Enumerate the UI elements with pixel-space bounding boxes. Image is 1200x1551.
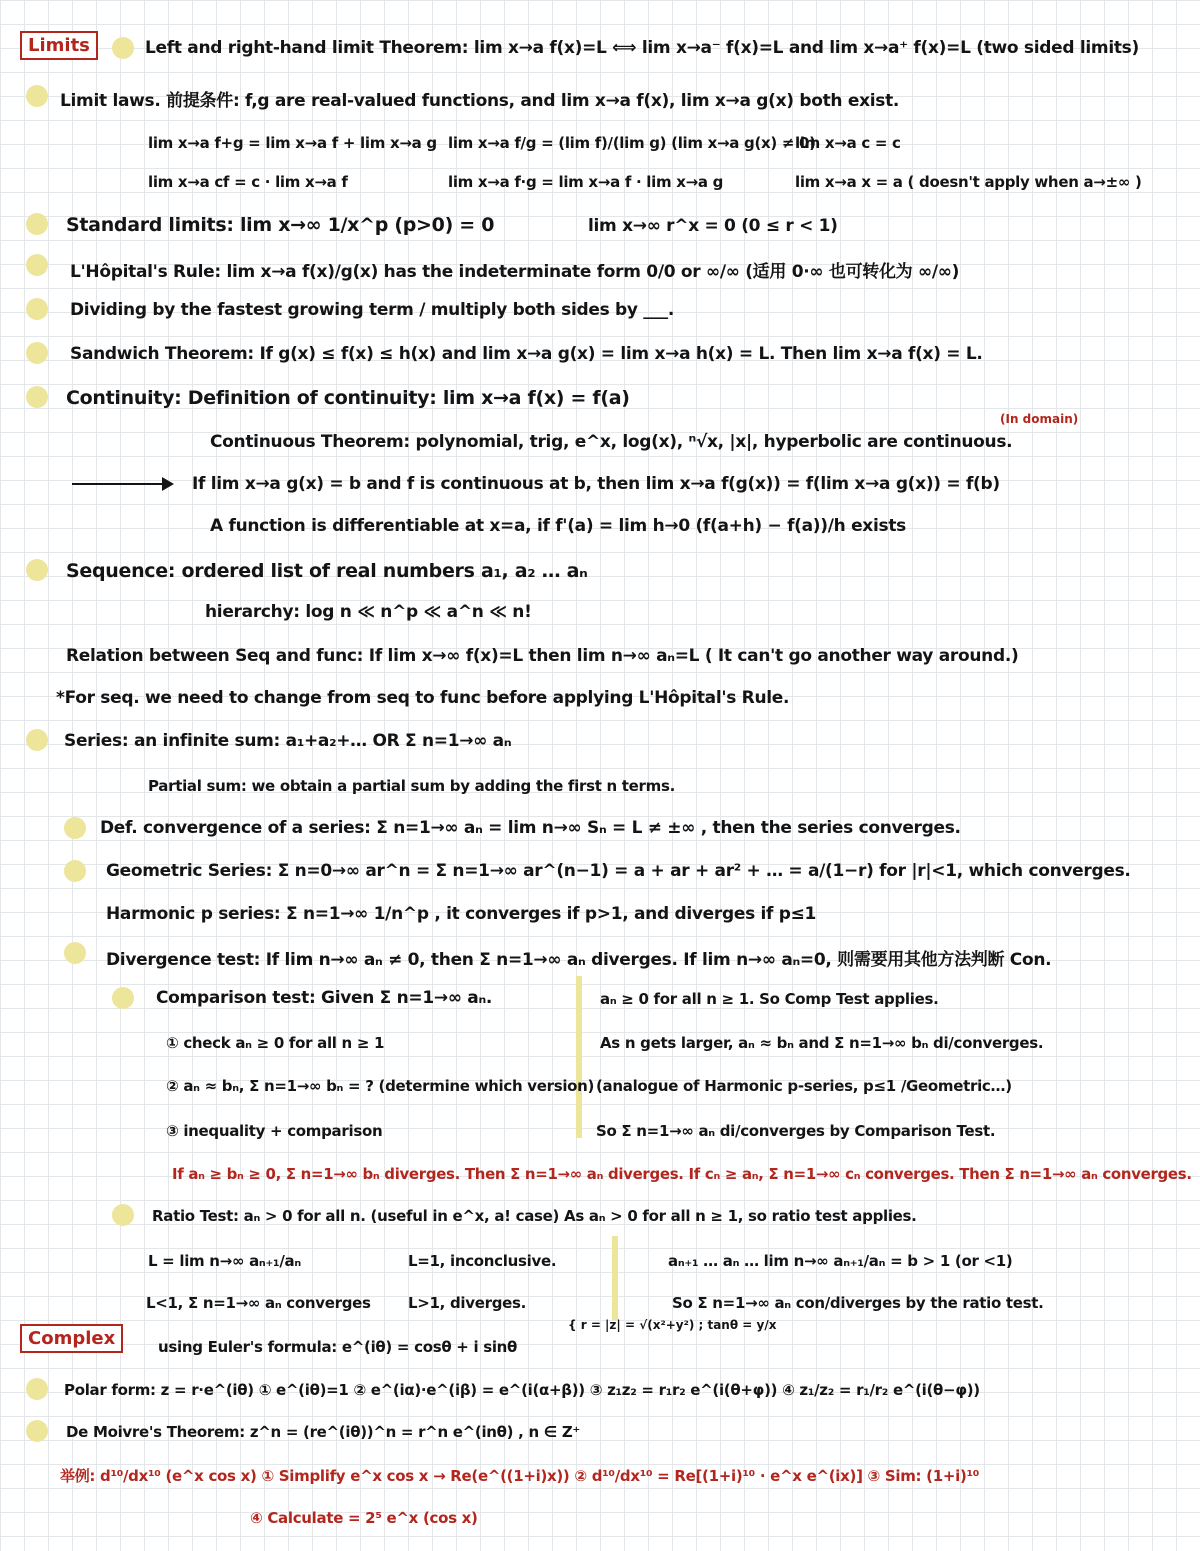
note-def-convergence: Def. convergence of a series: Σ n=1→∞ aₙ = lim n→∞ Sₙ = L ≠ ±∞ , then the series converges. bbox=[100, 818, 961, 838]
note-partial-sum: Partial sum: we obtain a partial sum by adding the first n terms. bbox=[148, 777, 675, 795]
note-continuous-theorem: Continuous Theorem: polynomial, trig, e^x, log(x), ⁿ√x, |x|, hyperbolic are continuous. bbox=[210, 432, 1013, 452]
bullet-dot bbox=[26, 213, 48, 235]
complex-heading: Complex bbox=[20, 1324, 123, 1353]
note-composition-continuity: If lim x→a g(x) = b and f is continuous at b, then lim x→a f(g(x)) = f(lim x→a g(x)) = f(b) bbox=[192, 474, 1000, 494]
bullet-dot bbox=[26, 85, 48, 107]
arrow-icon bbox=[72, 483, 172, 485]
note-comparison-step-2: ② aₙ ≈ bₙ, Σ n=1→∞ bₙ = ? (determine which version) bbox=[166, 1077, 595, 1095]
bullet-dot bbox=[26, 559, 48, 581]
bullet-dot bbox=[112, 37, 134, 59]
bullet-dot bbox=[26, 342, 48, 364]
note-divergence-test: Divergence test: If lim n→∞ aₙ ≠ 0, then Σ n=1→∞ aₙ diverges. If lim n→∞ aₙ=0, 则需要用其他方法判断 Con. bbox=[106, 950, 1052, 970]
note-ratio-test: Ratio Test: aₙ > 0 for all n. (useful in e^x, a! case) As aₙ > 0 for all n ≥ 1, so ratio test applies. bbox=[152, 1207, 917, 1225]
note-example-calculate: ④ Calculate = 2⁵ e^x (cos x) bbox=[250, 1509, 478, 1527]
note-limit-law-constant: lim x→a c = c bbox=[795, 134, 901, 152]
note-comparison-step-1: ① check aₙ ≥ 0 for all n ≥ 1 bbox=[166, 1034, 385, 1052]
bullet-dot bbox=[26, 729, 48, 751]
note-modulus-argument: { r = |z| = √(x²+y²) ; tanθ = y/x bbox=[568, 1318, 777, 1332]
note-left-right-limit: Left and right-hand limit Theorem: lim x→a f(x)=L ⟺ lim x→a⁻ f(x)=L and lim x→a⁺ f(x)=L (two sided limits) bbox=[145, 38, 1139, 58]
note-comparison-rules: If aₙ ≥ bₙ ≥ 0, Σ n=1→∞ bₙ diverges. Then Σ n=1→∞ aₙ diverges. If cₙ ≥ aₙ, Σ n=1→∞ cₙ converges. Then Σ n=1→∞ aₙ converges. bbox=[172, 1165, 1192, 1183]
note-comparison-analogue: (analogue of Harmonic p-series, p≤1 /Geometric…) bbox=[596, 1077, 1012, 1095]
note-seq-lhopital: *For seq. we need to change from seq to func before applying L'Hôpital's Rule. bbox=[56, 688, 790, 708]
note-relation-seq-func: Relation between Seq and func: If lim x→∞ f(x)=L then lim n→∞ aₙ=L ( It can't go another way around.) bbox=[66, 646, 1019, 666]
note-harmonic-p-series: Harmonic p series: Σ n=1→∞ 1/n^p , it converges if p>1, and diverges if p≤1 bbox=[106, 904, 817, 924]
note-standard-limits: Standard limits: lim x→∞ 1/x^p (p>0) = 0 bbox=[66, 214, 495, 236]
note-limit-law-product: lim x→a f·g = lim x→a f · lim x→a g bbox=[448, 173, 724, 191]
note-hierarchy: hierarchy: log n ≪ n^p ≪ a^n ≪ n! bbox=[205, 602, 532, 622]
note-limit-law-identity: lim x→a x = a ( doesn't apply when a→±∞ ) bbox=[795, 173, 1142, 191]
bullet-dot bbox=[26, 1378, 48, 1400]
note-limit-law-sum: lim x→a f+g = lim x→a f + lim x→a g bbox=[148, 134, 437, 152]
note-example: 举例: d¹⁰/dx¹⁰ (e^x cos x) ① Simplify e^x cos x → Re(e^((1+i)x)) ② d¹⁰/dx¹⁰ = Re[(1+i)¹⁰ · e^x e^(ix)] ③ Sim: (1+i)¹⁰ bbox=[60, 1467, 980, 1485]
note-differentiable: A function is differentiable at x=a, if f'(a) = lim h→0 (f(a+h) − f(a))/h exists bbox=[210, 516, 906, 536]
note-limit-laws: Limit laws. 前提条件: f,g are real-valued functions, and lim x→a f(x), lim x→a g(x) both exist. bbox=[60, 91, 900, 111]
note-continuity: Continuity: Definition of continuity: lim x→a f(x) = f(a) bbox=[66, 387, 630, 409]
bullet-dot bbox=[26, 386, 48, 408]
note-lhopital: L'Hôpital's Rule: lim x→a f(x)/g(x) has the indeterminate form 0/0 or ∞/∞ (适用 0·∞ 也可转化为 ∞/∞) bbox=[70, 262, 960, 282]
column-divider bbox=[612, 1236, 618, 1320]
note-ratio-conclusion: So Σ n=1→∞ aₙ con/diverges by the ratio test. bbox=[672, 1294, 1044, 1312]
note-standard-limits-exponential: lim x→∞ r^x = 0 (0 ≤ r < 1) bbox=[588, 216, 838, 236]
bullet-dot bbox=[26, 298, 48, 320]
note-ratio-computation: aₙ₊₁ … aₙ … lim n→∞ aₙ₊₁/aₙ = b > 1 (or <1) bbox=[668, 1252, 1013, 1270]
note-in-domain: (In domain) bbox=[1000, 412, 1079, 426]
note-comparison-conclusion: So Σ n=1→∞ aₙ di/converges by Comparison Test. bbox=[596, 1122, 996, 1140]
note-limit-law-quotient: lim x→a f/g = (lim f)/(lim g) (lim x→a g(x) ≠ 0) bbox=[448, 134, 816, 152]
note-sequence: Sequence: ordered list of real numbers a₁, a₂ … aₙ bbox=[66, 560, 588, 582]
note-euler-formula: using Euler's formula: e^(iθ) = cosθ + i sinθ bbox=[158, 1338, 518, 1356]
bullet-dot bbox=[64, 860, 86, 882]
limits-heading: Limits bbox=[20, 31, 98, 60]
note-de-moivre: De Moivre's Theorem: z^n = (re^(iθ))^n = r^n e^(inθ) , n ∈ Z⁺ bbox=[66, 1423, 581, 1441]
bullet-dot bbox=[112, 1204, 134, 1226]
note-ratio-limit: L = lim n→∞ aₙ₊₁/aₙ bbox=[148, 1252, 301, 1270]
note-ratio-diverges: L>1, diverges. bbox=[408, 1294, 527, 1312]
bullet-dot bbox=[112, 987, 134, 1009]
note-sandwich-theorem: Sandwich Theorem: If g(x) ≤ f(x) ≤ h(x) and lim x→a g(x) = lim x→a h(x) = L. Then lim x→a f(x) = L. bbox=[70, 344, 983, 364]
note-series: Series: an infinite sum: a₁+a₂+… OR Σ n=1→∞ aₙ bbox=[64, 731, 512, 751]
bullet-dot bbox=[26, 1420, 48, 1442]
bullet-dot bbox=[26, 254, 48, 276]
bullet-dot bbox=[64, 817, 86, 839]
note-polar-form: Polar form: z = r·e^(iθ) ① e^(iθ)=1 ② e^(iα)·e^(iβ) = e^(i(α+β)) ③ z₁z₂ = r₁r₂ e^(i(θ+φ)) ④ z₁/z₂ = r₁/r₂ e^(i(θ−φ)) bbox=[64, 1381, 980, 1399]
note-ratio-converges: L<1, Σ n=1→∞ aₙ converges bbox=[146, 1294, 371, 1312]
note-dividing-fastest: Dividing by the fastest growing term / multiply both sides by ___. bbox=[70, 300, 675, 320]
note-limit-law-scalar: lim x→a cf = c · lim x→a f bbox=[148, 173, 348, 191]
note-geometric-series: Geometric Series: Σ n=0→∞ ar^n = Σ n=1→∞ ar^(n−1) = a + ar + ar² + … = a/(1−r) for |r|<1, which converges. bbox=[106, 861, 1131, 881]
note-comparison-larger-n: As n gets larger, aₙ ≈ bₙ and Σ n=1→∞ bₙ di/converges. bbox=[600, 1034, 1044, 1052]
note-ratio-inconclusive: L=1, inconclusive. bbox=[408, 1252, 557, 1270]
column-divider bbox=[576, 976, 582, 1138]
note-comparison-applies: aₙ ≥ 0 for all n ≥ 1. So Comp Test applies. bbox=[600, 990, 939, 1008]
bullet-dot bbox=[64, 942, 86, 964]
note-comparison-test: Comparison test: Given Σ n=1→∞ aₙ. bbox=[156, 988, 493, 1008]
note-comparison-step-3: ③ inequality + comparison bbox=[166, 1122, 383, 1140]
